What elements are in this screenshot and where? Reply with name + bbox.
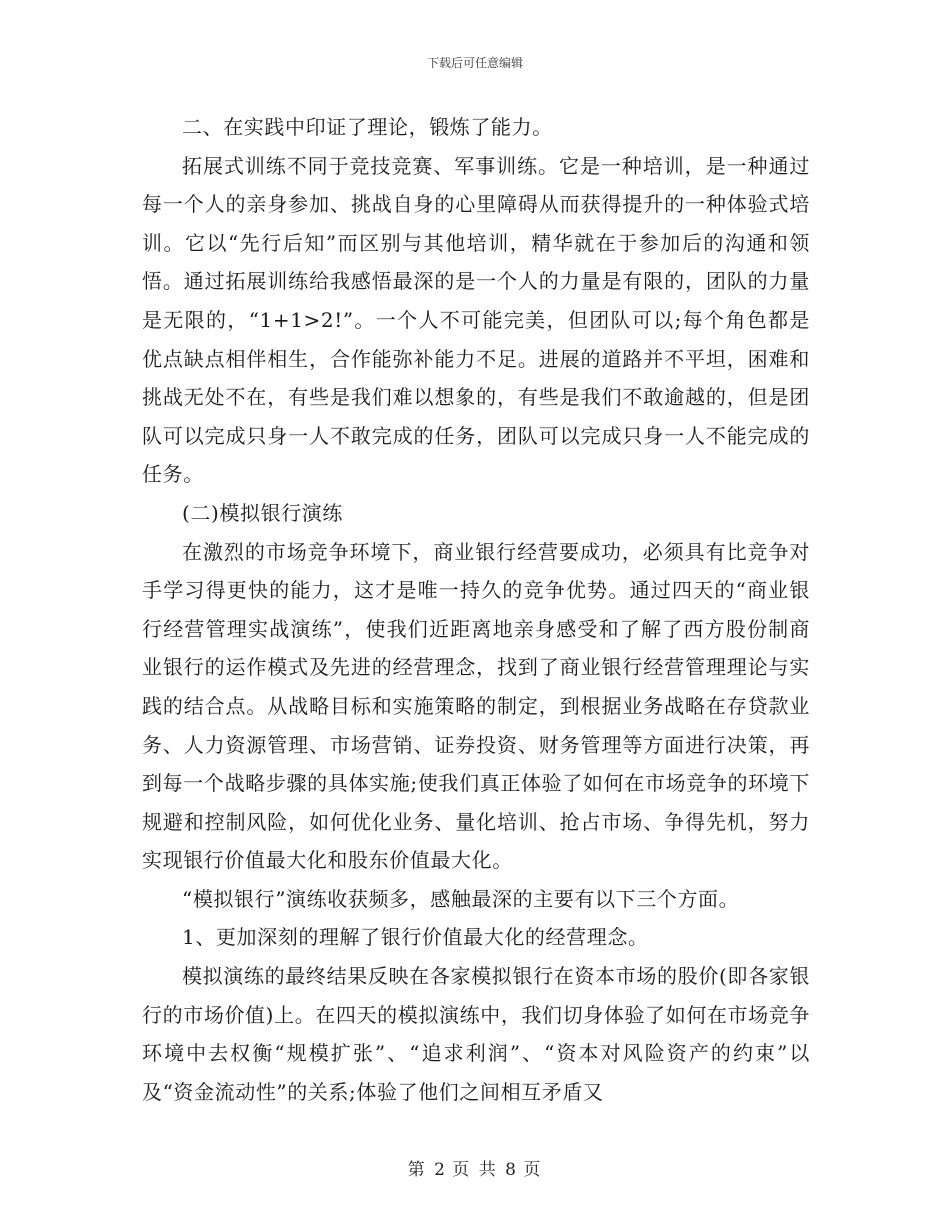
paragraph: 拓展式训练不同于竞技竞赛、军事训练。它是一种培训，是一种通过每一个人的亲身参加、挑战自身的心里障碍从而获得提升的一种体验式培训。它以“先行后知”而区别与其他培训，精华就在于参加后的沟通和领悟。通过拓展训练给我感悟最深的是一个人的力量是有限的，团队的力量是无限的，“1+1>2!”。一个人不可能完美，但团队可以;每个角色都是优点缺点相伴相生，合作能弥补能力不足。进展的道路并不平坦，困难和挑战无处不在，有些是我们难以想象的，有些是我们不敢逾越的，但是团队可以完成只身一人不敢完成的任务，团队可以完成只身一人不能完成的任务。 (142, 153, 810, 487)
footer-suffix: 页 (523, 1160, 543, 1180)
paragraph-subsection-heading: (二)模拟银行演练 (182, 500, 344, 525)
footer-prefix: 第 (407, 1160, 427, 1180)
paragraph-point-heading: 1、更加深刻的理解了银行价值最大化的经营理念。 (182, 925, 649, 950)
paragraph: “模拟银行”演练收获频多，感触最深的主要有以下三个方面。 (182, 886, 740, 911)
document-body (142, 108, 810, 1111)
footer-page-number: 2 (434, 1160, 445, 1180)
header-note: 下载后可任意编辑 (426, 56, 523, 70)
paragraph-section-heading: 二、在实践中印证了理论，锻炼了能力。 (182, 115, 553, 139)
footer-total-pages: 8 (505, 1160, 516, 1180)
paragraph: 模拟演练的最终结果反映在各家模拟银行在资本市场的股价(即各家银行的市场价值)上。在四天的模拟演练中，我们切身体验了如何在市场竞争环境中去权衡“规模扩张”、“追求利润”、“资本对风险资产的约束”以及“资金流动性”的关系;体验了他们之间相互矛盾又 (142, 964, 810, 1104)
page-footer (0, 1155, 950, 1180)
paragraph: 在激烈的市场竞争环境下，商业银行经营要成功，必须具有比竞争对手学习得更快的能力，这才是唯一持久的竞争优势。通过四天的“商业银行经营管理实战演练”，使我们近距离地亲身感受和了解了西方股份制商业银行的运作模式及先进的经营理念，找到了商业银行经营管理理论与实践的结合点。从战略目标和实施策略的制定，到根据业务战略在存贷款业务、人力资源管理、市场营销、证券投资、财务管理等方面进行决策，再到每一个战略步骤的具体实施;使我们真正体验了如何在市场竞争的环境下规避和控制风险，如何优化业务、量化培训、抢占市场、争得先机，努力实现银行价值最大化和股东价值最大化。 (142, 539, 810, 873)
footer-middle: 页 共 (452, 1160, 498, 1180)
